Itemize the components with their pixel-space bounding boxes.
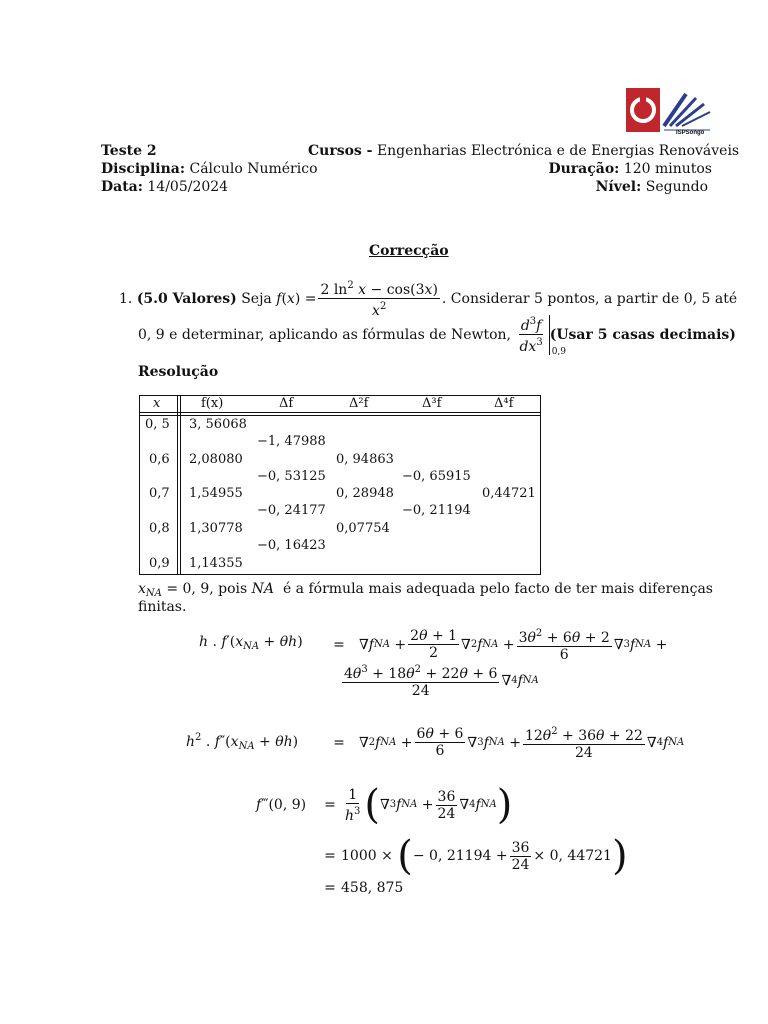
header-x: x (153, 396, 161, 411)
test-label: Teste 2 (101, 143, 157, 159)
institution-logo (624, 86, 712, 138)
d4-value: 0,44721 (482, 486, 536, 501)
resolution-title: Resolução (138, 364, 219, 380)
question-line-2: 0, 9 e determinar, aplicando as fórmulas de Newton, $\frac{d^3f}{dx^3}$ 0,9 (Usar 5 casas decimais) (138, 314, 712, 355)
date-line: Data: 14/05/2024 (101, 179, 229, 195)
fx-value: 1,14355 (189, 556, 243, 571)
duration-line: Duração: 120 minutos (548, 161, 712, 177)
discipline-line: Disciplina: Cálculo Numérico (101, 161, 318, 177)
fx-value: 2,08080 (189, 452, 243, 467)
difference-table (139, 395, 541, 575)
fx-value: 3, 56068 (189, 417, 247, 432)
d3-value: −0, 21194 (402, 503, 471, 518)
explanation-line-1: $x_{NA} = 0$, 9, pois NA é a fórmula mais adequada pelo facto de ter mais diferenças (138, 581, 713, 599)
header-d4: Δ⁴f (494, 396, 514, 411)
final-result: = 458, 875 (324, 880, 404, 896)
d1-value: −1, 47988 (257, 434, 326, 449)
d2-value: 0, 28948 (336, 486, 394, 501)
x-value: 0,9 (149, 556, 170, 571)
d1-value: −0, 24177 (257, 503, 326, 518)
header-d2: Δ²f (349, 396, 369, 411)
header-d1: Δf (279, 396, 294, 411)
level-line: Nível: Segundo (595, 179, 708, 195)
derivative-fraction: $\frac{d^3f}{dx^3}$ (519, 316, 543, 355)
header-d3: Δ³f (422, 396, 442, 411)
d1-value: −0, 16423 (257, 538, 326, 553)
first-derivative-formula: h . $f'(x_{NA} + \theta h)$ = ∇ f NA + $\frac{2\theta + 1}{2}$ ∇ 2 f NA + $\frac{3\theta^2 + 6\theta + 2}{6}$ ∇ 3 f NA + (199, 628, 668, 663)
x-value: 0, 5 (145, 417, 170, 432)
question-line-1: 1. (5.0 Valores) Seja f ( x ) = $\frac{2 \ln^2 x - \cos(3x)}{x^2}$ . Considerar 5 pontos, a partir de 0, 5 até (119, 280, 738, 319)
third-derivative-formula: f‴(0, 9) = $\frac{1}{h^3}$ ( ∇ 3 f NA + $\frac{36}{24}$ ∇ 4 f NA ) (256, 782, 513, 828)
x-value: 0,6 (149, 452, 170, 467)
x-value: 0,7 (149, 486, 170, 501)
d2-value: 0,07754 (336, 521, 390, 536)
d3-value: −0, 65915 (402, 469, 471, 484)
courses-line: Cursos - Engenharias Electrónica e de Energias Renováveis (308, 143, 740, 159)
evaluation-point: 0,9 (551, 346, 567, 357)
x-value: 0,8 (149, 521, 170, 536)
third-derivative-substitution: = 1000 × ( − 0, 21194 + $\frac{36}{24}$ × 0, 44721 ) (324, 833, 628, 879)
d2-value: 0, 94863 (336, 452, 394, 467)
logo-text: ISPSongo (676, 130, 705, 136)
page-title: Correcção (369, 243, 449, 259)
fx-value: 1,30778 (189, 521, 243, 536)
second-derivative-formula: $h^2$ . $f''(x_{NA} + \theta h)$ = ∇ 2 f NA + $\frac{6\theta + 6}{6}$ ∇ 3 f NA + $\frac{12\theta^2 + 36\theta + 22}{24}$ ∇ 4 f NA (186, 726, 685, 761)
fx-value: 1,54955 (189, 486, 243, 501)
explanation-line-2: finitas. (138, 599, 187, 615)
header-fx: f(x) (201, 396, 224, 411)
d1-value: −0, 53125 (257, 469, 326, 484)
function-fraction: $\frac{2 \ln^2 x - \cos(3x)}{x^2}$ (320, 280, 438, 319)
first-derivative-formula-cont: $\frac{4\theta^3 + 18\theta^2 + 22\theta + 6}{24}$ ∇ 4 f NA (344, 664, 539, 699)
